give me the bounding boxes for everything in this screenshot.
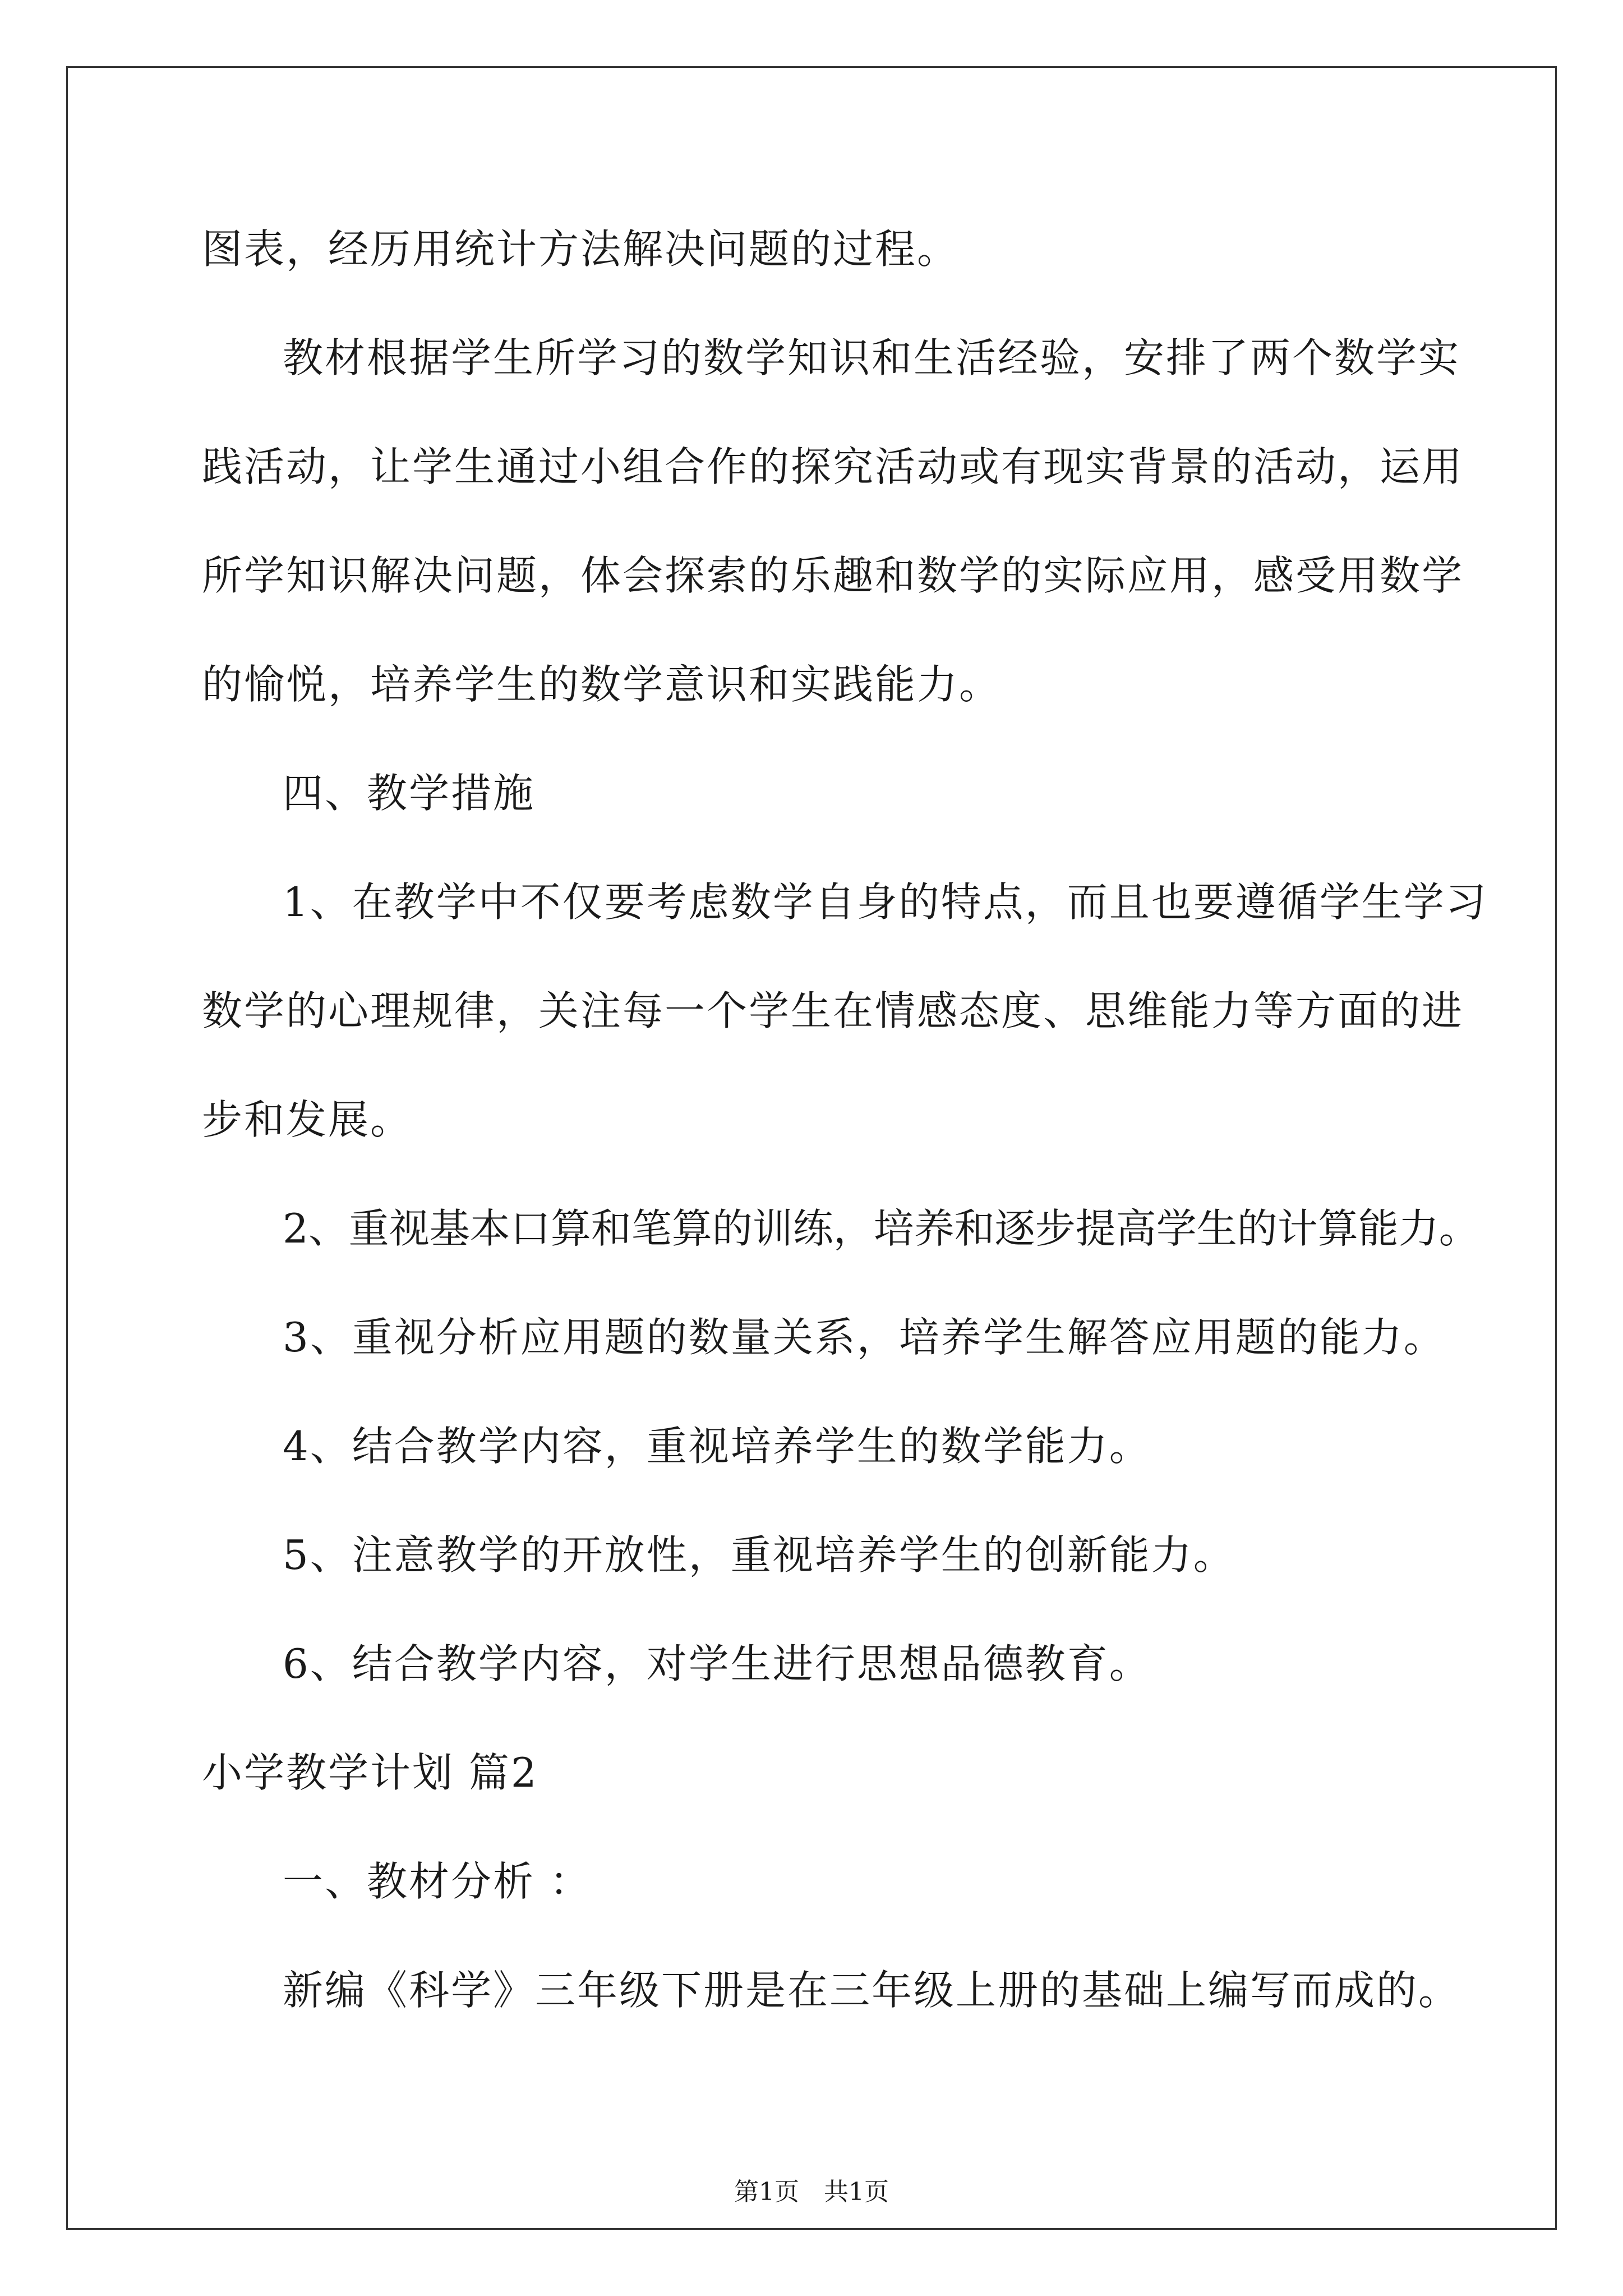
page-footer: 第1页 共1页 bbox=[734, 2178, 889, 2206]
document-body bbox=[202, 0, 1488, 2132]
paragraph-line: 践活动，让学生通过小组合作的探究活动或有现实背景的活动，运用 bbox=[202, 443, 1464, 490]
document-subtitle: 小学教学计划 篇2 bbox=[202, 1749, 538, 1796]
paragraph-line: 4、结合教学内容，重视培养学生的数学能力。 bbox=[283, 1423, 1151, 1470]
section-heading: 四、教学措施 bbox=[283, 770, 536, 817]
paragraph-line: 所学知识解决问题，体会探索的乐趣和数学的实际应用，感受用数学 bbox=[202, 552, 1464, 599]
paragraph-line: 教材根据学生所学习的数学知识和生活经验，安排了两个数学实 bbox=[283, 334, 1461, 381]
paragraph-line: 的愉悦，培养学生的数学意识和实践能力。 bbox=[202, 661, 1002, 708]
paragraph-line: 5、注意教学的开放性，重视培养学生的创新能力。 bbox=[283, 1531, 1235, 1579]
paragraph-line: 3、重视分析应用题的数量关系，培养学生解答应用题的能力。 bbox=[283, 1314, 1446, 1361]
paragraph-line: 数学的心理规律，关注每一个学生在情感态度、思维能力等方面的进 bbox=[202, 987, 1464, 1034]
paragraph-line: 图表，经历用统计方法解决问题的过程。 bbox=[202, 226, 960, 273]
paragraph-line: 2、重视基本口算和笔算的训练，培养和逐步提高学生的计算能力。 bbox=[283, 1205, 1479, 1252]
paragraph-line: 步和发展。 bbox=[202, 1096, 413, 1143]
paragraph-line: 6、结合教学内容，对学生进行思想品德教育。 bbox=[283, 1640, 1151, 1687]
paragraph-line: 新编《科学》三年级下册是在三年级上册的基础上编写而成的。 bbox=[283, 1967, 1461, 2014]
paragraph-line: 1、在教学中不仅要考虑数学自身的特点，而且也要遵循学生学习 bbox=[283, 878, 1488, 926]
section-heading: 一、教材分析 ： bbox=[283, 1858, 592, 1905]
